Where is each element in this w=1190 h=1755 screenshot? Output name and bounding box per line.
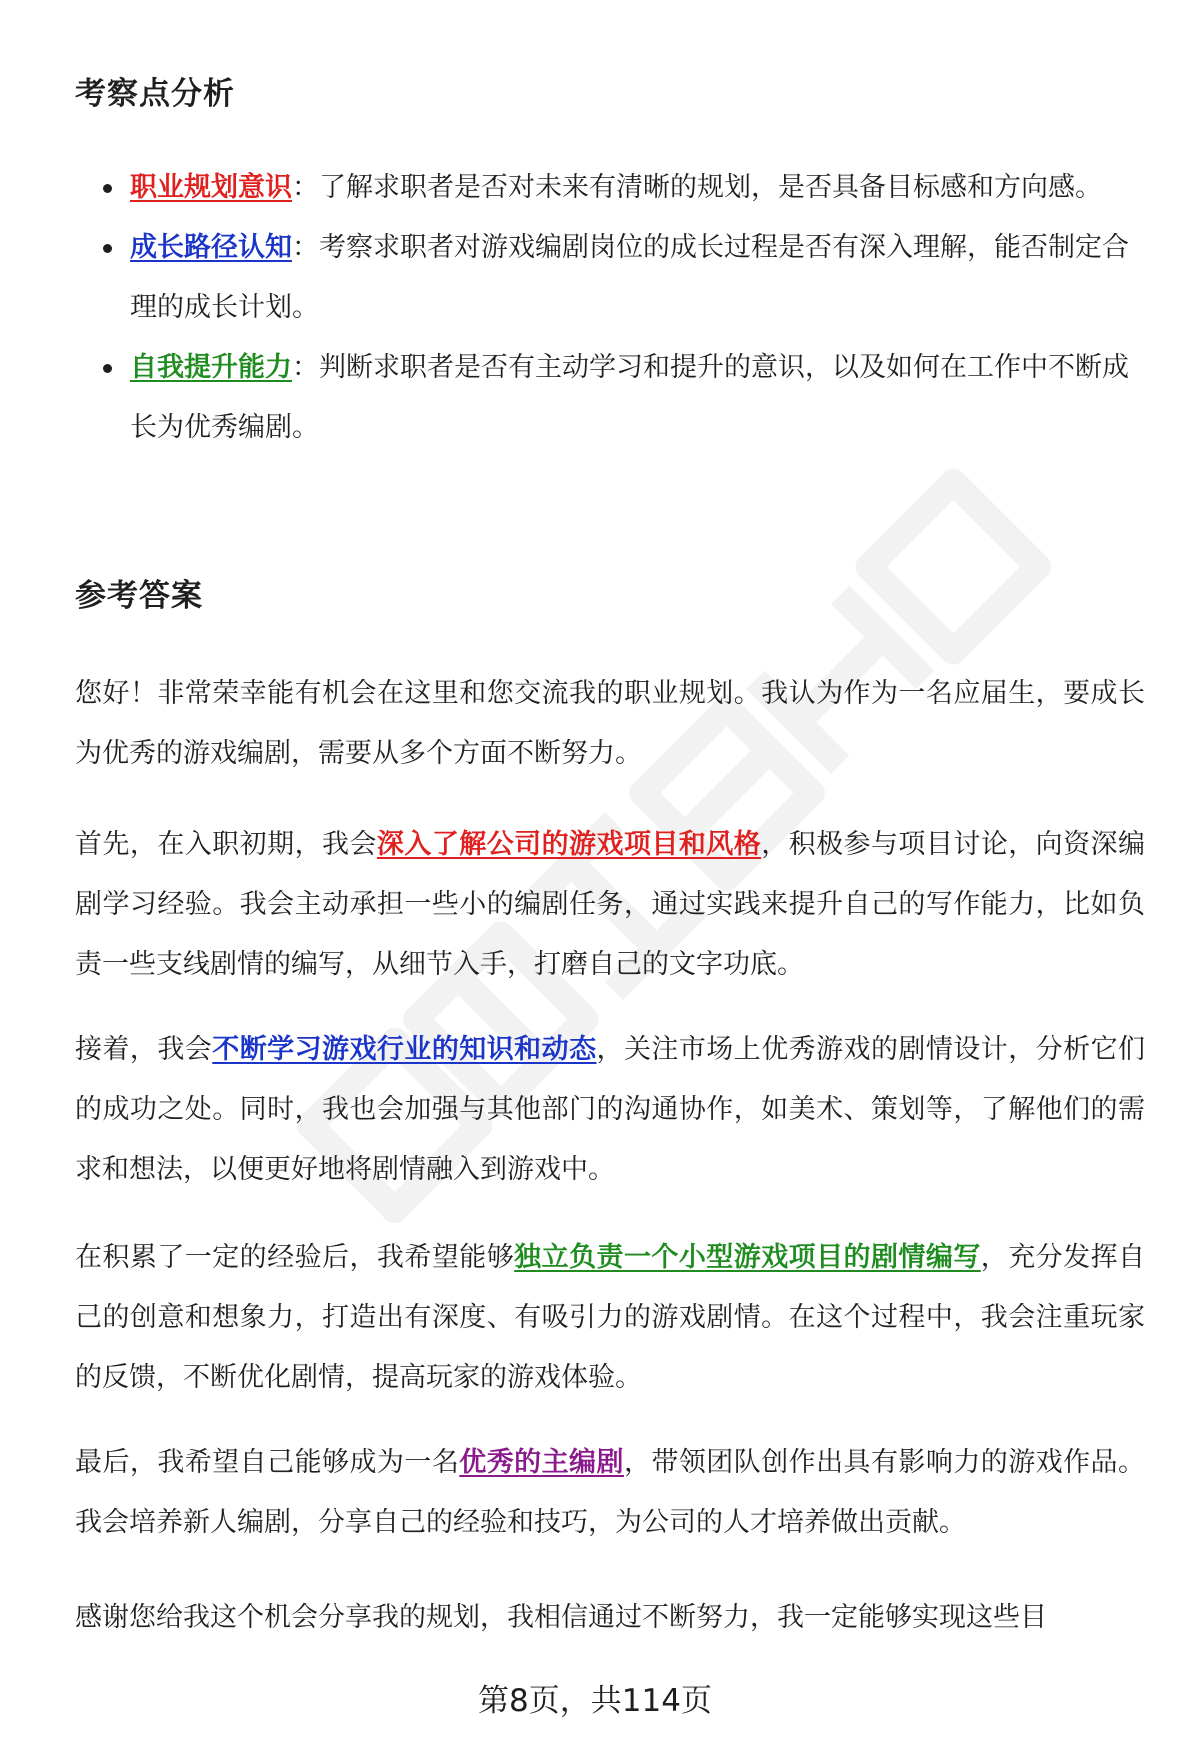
answer-paragraph-intro: 您好！非常荣幸能有机会在这里和您交流我的职业规划。我认为作为一名应届生，要成长为优秀的游戏编剧，需要从多个方面不断努力。 xyxy=(75,678,1145,769)
point-text: ：考察求职者对游戏编剧岗位的成长过程是否有深入理解，能否制定合理的成长计划。 xyxy=(130,232,1129,323)
paragraph-text: ，关注市场上优秀游戏的剧情设计，分析它们的成功之处。同时，我也会加强与其他部门的沟通协作，如美术、策划等，了解他们的需求和想法，以便更好地将剧情融入到游戏中。 xyxy=(75,1034,1146,1185)
answer-paragraph-next xyxy=(75,1020,1145,1200)
point-text: ：判断求职者是否有主动学习和提升的意识，以及如何在工作中不断成长为优秀编剧。 xyxy=(130,352,1129,443)
paragraph-text: ，充分发挥自己的创意和想象力，打造出有深度、有吸引力的游戏剧情。在这个过程中，我会注重玩家的反馈，不断优化剧情，提高玩家的游戏体验。 xyxy=(75,1242,1146,1393)
list-item xyxy=(75,158,1145,218)
paragraph-highlight: 独立负责一个小型游戏项目的剧情编写 xyxy=(514,1242,981,1273)
list-item xyxy=(75,218,1145,338)
answer-paragraph-later xyxy=(75,1228,1145,1408)
point-highlight-growth-path: 成长路径认知 xyxy=(130,232,292,263)
paragraph-highlight: 优秀的主编剧 xyxy=(459,1447,624,1478)
paragraph-text: ，带领团队创作出具有影响力的游戏作品。我会培养新人编剧，分享自己的经验和技巧，为公司的人才培养做出贡献。 xyxy=(75,1447,1146,1538)
bullet-icon xyxy=(103,184,112,193)
bullet-icon xyxy=(103,364,112,373)
paragraph-text: ，积极参与项目讨论，向资深编剧学习经验。我会主动承担一些小的编剧任务，通过实践来提升自己的写作能力，比如负责一些支线剧情的编写，从细节入手，打磨自己的文字功底。 xyxy=(75,829,1146,980)
point-highlight-self-improvement: 自我提升能力 xyxy=(130,352,292,383)
section-title-answer: 参考答案 xyxy=(75,578,203,614)
answer-paragraph-first xyxy=(75,815,1145,995)
bullet-icon xyxy=(103,244,112,253)
point-text: ：了解求职者是否对未来有清晰的规划，是否具备目标感和方向感。 xyxy=(292,172,1102,203)
paragraph-text: 最后，我希望自己能够成为一名 xyxy=(75,1447,460,1478)
paragraph-highlight: 不断学习游戏行业的知识和动态 xyxy=(212,1034,597,1065)
paragraph-text: 首先，在入职初期，我会 xyxy=(75,829,377,860)
point-highlight-career-planning: 职业规划意识 xyxy=(130,172,292,203)
paragraph-text: 接着，我会 xyxy=(75,1034,213,1065)
analysis-points-list xyxy=(75,158,1145,458)
paragraph-text: 在积累了一定的经验后，我希望能够 xyxy=(75,1242,515,1273)
list-item xyxy=(75,338,1145,458)
answer-paragraph-last xyxy=(75,1433,1145,1553)
page-number-footer: 第8页，共114页 xyxy=(478,1683,712,1719)
paragraph-highlight: 深入了解公司的游戏项目和风格 xyxy=(376,829,762,860)
answer-paragraph-thanks: 感谢您给我这个机会分享我的规划，我相信通过不断努力，我一定能够实现这些目 xyxy=(75,1602,1047,1633)
section-title-analysis: 考察点分析 xyxy=(75,76,235,112)
